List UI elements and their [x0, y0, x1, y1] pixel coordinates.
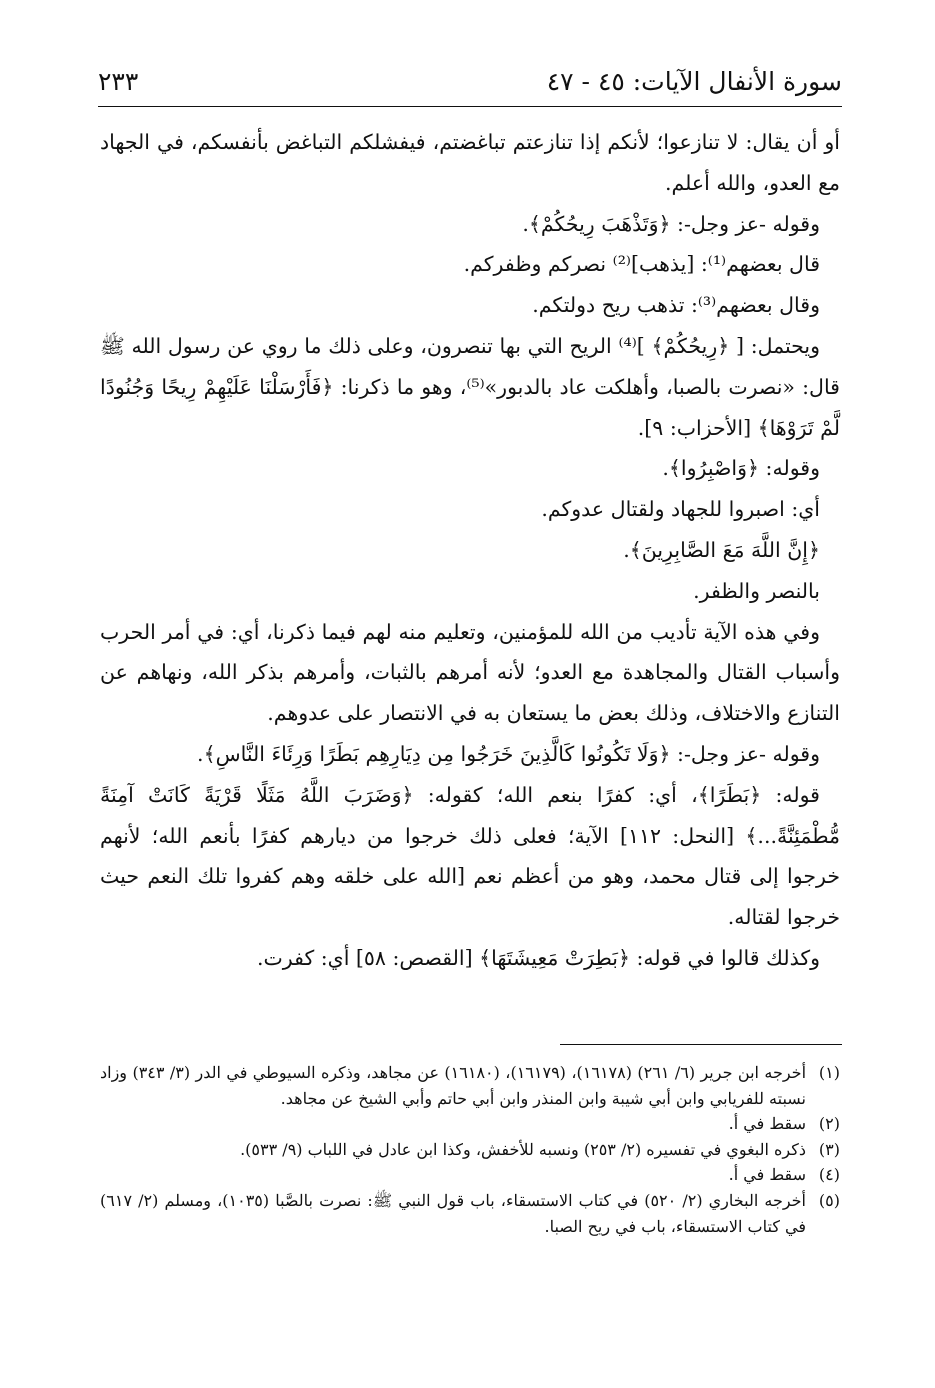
footnote-number: (٤)	[818, 1165, 840, 1185]
paragraph: بالنصر والظفر.	[693, 578, 820, 603]
paragraph: أو أن يقال: لا تنازعوا؛ لأنكم إذا تنازعتم تباغضتم، فيفشلكم التباغض بأنفسكم، في الجهاد مع العدو، والله أعلم.	[100, 130, 840, 195]
paragraph: وفي هذه الآية تأديب من الله للمؤمنين، وتعليم منه لهم فيما ذكرنا، أي: في أمر الحرب وأسباب القتال والمجاهدة مع العدو؛ لأنه أمرهم بالثبات، وأمرهم بذكر الله، ونهاهم عن التنازع والاختلاف، وذلك بعض ما يستعان به في الانتصار على عدوهم.	[100, 619, 840, 726]
footnote-text: أخرجه البخاري (٢/ ٥٢٠) في كتاب الاستسقاء، باب قول النبي ﷺ: نصرت بالصَّبا (١٠٣٥)، ومسلم (٢/ ٦١٧) في كتاب الاستسقاء، باب في ريح الصبا.	[100, 1190, 806, 1236]
paragraph: وقال بعضهم⁽³⁾: تذهب ريح دولتكم.	[532, 293, 820, 318]
footnote	[100, 1137, 840, 1163]
footnote-number: (٥)	[818, 1190, 840, 1210]
footnotes	[100, 1060, 840, 1239]
footnote-text: أخرجه ابن جرير (٦/ ٢٦١) (١٦١٧٨)، (١٦١٧٩)، (١٦١٨٠) عن مجاهد، وذكره السيوطي في الدر (٣/ ٣٤٣) وزاد نسبته للفريابي وابن أبي شيبة وابن المنذر وابن أبي حاتم وأبي الشيخ عن مجاهد.	[100, 1063, 807, 1108]
footnote-number: (١)	[818, 1063, 840, 1082]
footnote-number: (٣)	[818, 1139, 840, 1159]
footnote	[100, 1188, 840, 1239]
footnote-text: سقط في أ.	[728, 1165, 806, 1185]
paragraph: قال بعضهم⁽¹⁾: [يذهب]⁽²⁾ نصركم وظفركم.	[463, 252, 820, 277]
footnote-rule	[560, 1044, 842, 1045]
footnote-text: سقط في أ.	[728, 1114, 806, 1134]
paragraph: أي: اصبروا للجهاد ولقتال عدوكم.	[541, 497, 820, 522]
main-text	[100, 122, 840, 979]
paragraph: وكذلك قالوا في قوله: ﴿بَطِرَتْ مَعِيشَتَهَا﴾ [القصص: ٥٨] أي: كفرت.	[256, 945, 820, 970]
paragraph: وقوله -عز وجل-: ﴿وَلَا تَكُونُوا كَالَّذِينَ خَرَجُوا مِن دِيَارِهِم بَطَرًا وَرِئَاءَ النَّاسِ﴾.	[197, 741, 820, 766]
footnote	[100, 1162, 840, 1188]
paragraph: وقوله: ﴿وَاصْبِرُوا﴾.	[662, 456, 820, 481]
paragraph: ﴿إِنَّ اللَّهَ مَعَ الصَّابِرِينَ﴾.	[623, 537, 820, 562]
footnote	[100, 1060, 840, 1111]
paragraph: وقوله -عز وجل-: ﴿وَتَذْهَبَ رِيحُكُمْ﴾.	[522, 211, 820, 236]
footnote-text: ذكره البغوي في تفسيره (٢/ ٢٥٣) ونسبه للأخفش، وكذا ابن عادل في اللباب (٩/ ٥٣٣).	[240, 1139, 806, 1159]
footnote-number: (٢)	[818, 1114, 840, 1134]
page-number: ٢٣٣	[98, 67, 139, 96]
running-title: سورة الأنفال الآيات: ٤٥ - ٤٧	[546, 67, 842, 96]
paragraph: ويحتمل: [ ﴿رِيحُكُمْ﴾ ]⁽⁴⁾ الريح التي بها تنصرون، وعلى ذلك ما روي عن رسول الله ﷺ قال: «نصرت بالصبا، وأهلكت عاد بالدبور»⁽⁵⁾، وهو ما ذكرنا: ﴿فَأَرْسَلْنَا عَلَيْهِمْ رِيحًا وَجُنُودًا لَّمْ تَرَوْهَا﴾ [الأحزاب: ٩].	[100, 333, 840, 440]
page-header	[98, 66, 842, 106]
header-rule	[98, 106, 842, 107]
paragraph: قوله: ﴿بَطَرًا﴾، أي: كفرًا بنعم الله؛ كقوله: ﴿وَضَرَبَ اللَّهُ مَثَلًا قَرْيَةً كَانَتْ آمِنَةً مُّطْمَئِنَّةً...﴾ [النحل: ١١٢] الآية؛ فعلى ذلك خرجوا من ديارهم كفرًا بأنعم الله؛ لأنهم خرجوا إلى قتال محمد، وهو من أعظم نعم [الله على خلقه وهم كفروا تلك النعم حيث خرجوا لقتاله.	[100, 782, 840, 930]
footnote	[100, 1111, 840, 1137]
